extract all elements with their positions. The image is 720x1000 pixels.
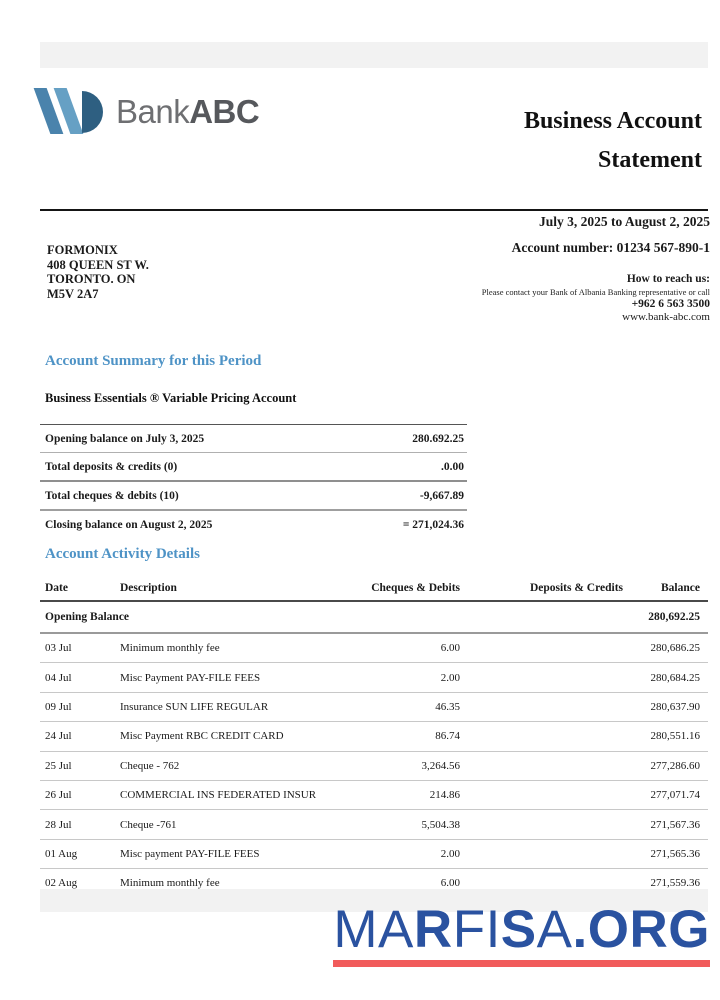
txn-date: 09 Jul bbox=[40, 692, 115, 721]
txn-date: 25 Jul bbox=[40, 751, 115, 780]
txn-credit bbox=[462, 663, 625, 692]
txn-debit: 86.74 bbox=[347, 722, 462, 751]
summary-section-heading: Account Summary for this Period bbox=[45, 353, 262, 369]
summary-row bbox=[40, 452, 467, 480]
txn-balance: 280,637.90 bbox=[625, 692, 708, 721]
watermark-underline bbox=[333, 960, 710, 967]
activity-header-row bbox=[40, 575, 708, 601]
txn-balance: 280,684.25 bbox=[625, 663, 708, 692]
txn-description: COMMERCIAL INS FEDERATED INSUR bbox=[115, 780, 347, 809]
txn-date: 02 Aug bbox=[40, 869, 115, 898]
summary-row bbox=[40, 480, 467, 509]
txn-date: 24 Jul bbox=[40, 722, 115, 751]
transaction-row bbox=[40, 663, 708, 692]
txn-debit: 214.86 bbox=[347, 780, 462, 809]
activity-section-heading: Account Activity Details bbox=[45, 546, 200, 562]
transaction-row bbox=[40, 839, 708, 868]
bank-logo-text bbox=[116, 93, 259, 131]
summary-value: = 271,024.36 bbox=[402, 518, 464, 531]
address-line: TORONTO. ON bbox=[47, 272, 136, 286]
title-line-1: Business Account bbox=[523, 108, 702, 134]
txn-description: Cheque - 762 bbox=[115, 751, 347, 780]
logo-abc-word: ABC bbox=[189, 93, 260, 130]
txn-description: Insurance SUN LIFE REGULAR bbox=[115, 692, 347, 721]
statement-period: July 3, 2025 to August 2, 2025 bbox=[538, 214, 710, 229]
title-line-2: Statement bbox=[598, 147, 702, 173]
account-activity-table bbox=[40, 575, 708, 899]
txn-description: Cheque -761 bbox=[115, 810, 347, 839]
txn-balance: 280,551.16 bbox=[625, 722, 708, 751]
txn-debit: 46.35 bbox=[347, 692, 462, 721]
document-title bbox=[524, 102, 702, 180]
bank-abc-logo-icon bbox=[40, 88, 104, 136]
txn-date: 01 Aug bbox=[40, 839, 115, 868]
logo-half-disc-icon bbox=[82, 91, 103, 133]
transaction-row bbox=[40, 780, 708, 809]
opening-balance-label: Opening Balance bbox=[40, 601, 347, 633]
txn-credit bbox=[462, 692, 625, 721]
transaction-row bbox=[40, 692, 708, 721]
summary-row bbox=[40, 509, 467, 538]
txn-description: Minimum monthly fee bbox=[115, 869, 347, 898]
txn-date: 28 Jul bbox=[40, 810, 115, 839]
txn-debit: 2.00 bbox=[347, 663, 462, 692]
summary-label: Total cheques & debits (10) bbox=[45, 489, 179, 502]
column-header-credits: Deposits & Credits bbox=[462, 575, 625, 601]
column-header-balance: Balance bbox=[625, 575, 708, 601]
transaction-row bbox=[40, 751, 708, 780]
summary-value: 280.692.25 bbox=[412, 432, 464, 445]
txn-balance: 271,559.36 bbox=[625, 869, 708, 898]
watermark-text: MARFISA.ORG bbox=[333, 900, 710, 959]
transaction-row bbox=[40, 722, 708, 751]
transaction-row bbox=[40, 633, 708, 663]
summary-label: Opening balance on July 3, 2025 bbox=[45, 432, 205, 445]
txn-description: Misc Payment RBC CREDIT CARD bbox=[115, 722, 347, 751]
column-header-debits: Cheques & Debits bbox=[347, 575, 462, 601]
txn-balance: 277,286.60 bbox=[625, 751, 708, 780]
column-header-description: Description bbox=[115, 575, 347, 601]
account-summary-table bbox=[40, 424, 467, 538]
opening-balance-value: 280,692.25 bbox=[625, 601, 708, 633]
txn-balance: 271,565.36 bbox=[625, 839, 708, 868]
summary-value: .0.00 bbox=[441, 460, 464, 473]
txn-date: 03 Jul bbox=[40, 633, 115, 663]
txn-debit: 5,504.38 bbox=[347, 810, 462, 839]
txn-credit bbox=[462, 751, 625, 780]
txn-balance: 277,071.74 bbox=[625, 780, 708, 809]
top-gray-bar bbox=[40, 42, 708, 68]
address-line: M5V 2A7 bbox=[47, 286, 99, 301]
summary-value: -9,667.89 bbox=[419, 489, 464, 502]
txn-debit: 2.00 bbox=[347, 839, 462, 868]
txn-balance: 280,686.25 bbox=[625, 633, 708, 663]
account-product-name: Business Essentials ® Variable Pricing Account bbox=[45, 391, 297, 405]
reach-us-heading: How to reach us: bbox=[626, 273, 710, 285]
header-divider-line bbox=[40, 209, 708, 211]
txn-debit: 6.00 bbox=[347, 633, 462, 663]
summary-label: Total deposits & credits (0) bbox=[45, 460, 178, 473]
bank-logo bbox=[40, 88, 259, 136]
txn-credit bbox=[462, 722, 625, 751]
logo-bank-word: Bank bbox=[116, 93, 190, 130]
watermark bbox=[333, 902, 710, 967]
txn-date: 26 Jul bbox=[40, 780, 115, 809]
reach-us-note: Please contact your Bank of Albania Banking representative or call bbox=[481, 287, 710, 297]
opening-balance-row bbox=[40, 601, 708, 633]
txn-credit bbox=[462, 810, 625, 839]
txn-credit bbox=[462, 633, 625, 663]
account-number: Account number: 01234 567-890-1 bbox=[511, 240, 710, 255]
txn-credit bbox=[462, 839, 625, 868]
transaction-row bbox=[40, 810, 708, 839]
statement-info bbox=[482, 214, 710, 324]
txn-debit: 6.00 bbox=[347, 869, 462, 898]
summary-label: Closing balance on August 2, 2025 bbox=[45, 518, 213, 531]
txn-description: Minimum monthly fee bbox=[115, 633, 347, 663]
txn-description: Misc payment PAY-FILE FEES bbox=[115, 839, 347, 868]
bank-website: www.bank-abc.com bbox=[622, 311, 710, 323]
txn-balance: 271,567.36 bbox=[625, 810, 708, 839]
summary-row bbox=[40, 424, 467, 452]
account-holder-address bbox=[47, 243, 149, 301]
txn-date: 04 Jul bbox=[40, 663, 115, 692]
contact-phone: +962 6 563 3500 bbox=[631, 298, 710, 310]
address-line: FORMONIX bbox=[47, 243, 118, 257]
txn-debit: 3,264.56 bbox=[347, 751, 462, 780]
txn-credit bbox=[462, 780, 625, 809]
column-header-date: Date bbox=[40, 575, 115, 601]
txn-description: Misc Payment PAY-FILE FEES bbox=[115, 663, 347, 692]
address-line: 408 QUEEN ST W. bbox=[47, 257, 149, 272]
